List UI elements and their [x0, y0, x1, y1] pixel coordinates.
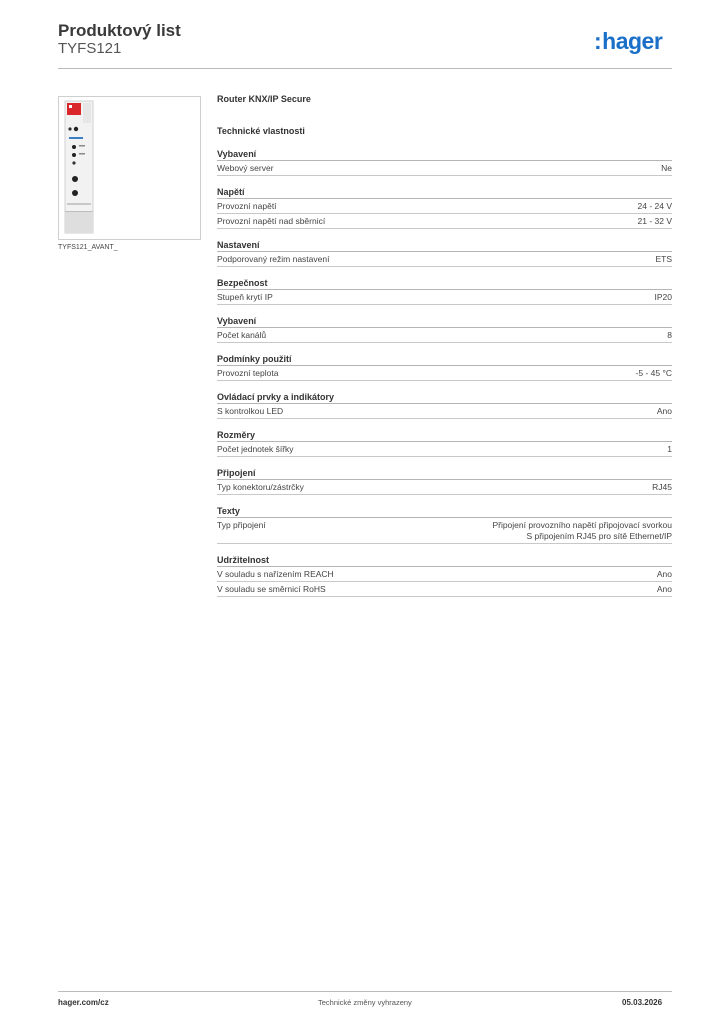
- product-name: Router KNX/IP Secure: [217, 94, 311, 104]
- spec-label: V souladu s nařízením REACH: [217, 569, 334, 579]
- spec-group-title: Texty: [217, 505, 672, 518]
- spec-value-line: 24 - 24 V: [637, 201, 672, 211]
- spec-label: S kontrolkou LED: [217, 406, 284, 416]
- spec-value: [661, 163, 672, 174]
- footer-note: Technické změny vyhrazeny: [318, 998, 412, 1007]
- spec-group-title: Bezpečnost: [217, 277, 672, 290]
- page-title: Produktový list: [58, 21, 181, 40]
- footer-date: 05.03.2026: [622, 998, 663, 1007]
- spec-value-line: RJ45: [652, 482, 672, 492]
- spec-group: [217, 148, 672, 176]
- spec-value-line: -5 - 45 °C: [635, 368, 672, 378]
- spec-group-title: Ovládací prvky a indikátory: [217, 391, 672, 404]
- spec-value: [667, 444, 672, 455]
- spec-value-line: 21 - 32 V: [637, 216, 672, 226]
- spec-group-title: Podmínky použití: [217, 353, 672, 366]
- knx-router-device-icon: [59, 97, 200, 239]
- spec-value: [657, 584, 672, 595]
- spec-group: [217, 239, 672, 267]
- spec-label: Typ konektoru/zástrčky: [217, 482, 304, 492]
- spec-value: [638, 216, 673, 227]
- logo-text: hager: [602, 28, 663, 54]
- header-divider: [58, 68, 672, 69]
- spec-value-line: 8: [667, 330, 672, 340]
- spec-value: [657, 569, 672, 580]
- spec-group: [217, 467, 672, 495]
- spec-content: [217, 94, 672, 607]
- spec-row: [217, 290, 672, 305]
- spec-value: [636, 368, 672, 379]
- spec-row: [217, 366, 672, 381]
- spec-group: [217, 429, 672, 457]
- section-title: Technické vlastnosti: [217, 126, 305, 136]
- spec-group-title: Vybavení: [217, 148, 672, 161]
- spec-group: [217, 315, 672, 343]
- spec-value: [638, 201, 673, 212]
- spec-value-line: Ano: [656, 406, 672, 416]
- spec-row: [217, 442, 672, 457]
- spec-group: [217, 353, 672, 381]
- spec-row: [217, 567, 672, 582]
- spec-group-title: Nastavení: [217, 239, 672, 252]
- spec-label: Provozní teplota: [217, 368, 279, 378]
- spec-groups: [217, 148, 672, 597]
- hager-logo: :hager: [594, 28, 663, 54]
- spec-label: Stupeň krytí IP: [217, 292, 273, 302]
- spec-label: Počet jednotek šířky: [217, 444, 294, 454]
- spec-row: [217, 404, 672, 419]
- spec-row: [217, 582, 672, 597]
- spec-value-line: Ano: [656, 584, 672, 594]
- spec-value: [492, 520, 672, 542]
- spec-label: Provozní napětí: [217, 201, 277, 211]
- spec-value: [652, 482, 672, 493]
- spec-row: [217, 161, 672, 176]
- spec-group: [217, 554, 672, 597]
- spec-row: [217, 518, 672, 544]
- spec-row: [217, 328, 672, 343]
- spec-row: [217, 252, 672, 267]
- spec-row: [217, 480, 672, 495]
- spec-label: Podporovaný režim nastavení: [217, 254, 330, 264]
- spec-row: [217, 214, 672, 229]
- spec-row: [217, 199, 672, 214]
- spec-group-title: Udržitelnost: [217, 554, 672, 567]
- spec-value: [667, 330, 672, 341]
- spec-group: [217, 186, 672, 229]
- spec-value: [657, 406, 672, 417]
- footer-website: hager.com/cz: [58, 998, 109, 1007]
- footer-divider: [58, 991, 672, 992]
- spec-group: [217, 505, 672, 544]
- product-code: TYFS121: [58, 40, 122, 57]
- spec-label: Typ připojení: [217, 520, 266, 530]
- spec-label: V souladu se směrnicí RoHS: [217, 584, 326, 594]
- spec-value-line: Ano: [656, 569, 672, 579]
- spec-group-title: Napětí: [217, 186, 672, 199]
- spec-group-title: Rozměry: [217, 429, 672, 442]
- spec-group-title: Vybavení: [217, 315, 672, 328]
- spec-value-line: IP20: [654, 292, 672, 302]
- spec-value: [655, 254, 672, 265]
- spec-label: Provozní napětí nad sběrnicí: [217, 216, 326, 226]
- spec-group: [217, 391, 672, 419]
- image-caption: TYFS121_AVANT_: [58, 244, 118, 251]
- spec-value-line: Ne: [661, 163, 672, 173]
- spec-value: [655, 292, 673, 303]
- spec-group-title: Připojení: [217, 467, 672, 480]
- spec-value-line: ETS: [655, 254, 672, 264]
- spec-label: Počet kanálů: [217, 330, 267, 340]
- spec-label: Webový server: [217, 163, 274, 173]
- spec-group: [217, 277, 672, 305]
- spec-value-line: Připojení provozního napětí připojovací svorkou: [492, 520, 672, 530]
- product-image: [58, 96, 201, 240]
- spec-value-line: 1: [667, 444, 672, 454]
- spec-value-line: S připojením RJ45 pro sítě Ethernet/IP: [526, 531, 672, 541]
